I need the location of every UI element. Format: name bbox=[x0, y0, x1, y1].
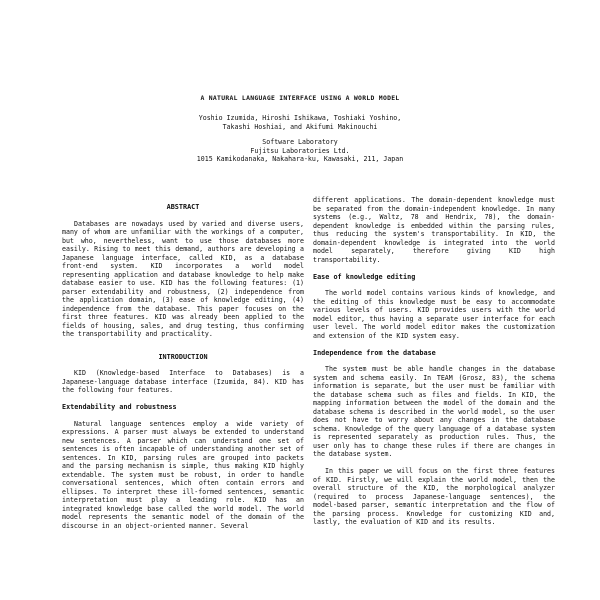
affiliation-company: Fujitsu Laboratories Ltd. bbox=[250, 146, 350, 155]
abstract-heading: ABSTRACT bbox=[166, 203, 200, 211]
affiliation-address: 1015 Kamikodanaka, Nakahara-ku, Kawasaki, 211, Japan bbox=[196, 155, 404, 163]
abstract-text: Databases are nowadays used by varied and diverse users, many of whom are unfamiliar with the workings of a computer, but who, nevertheless, want to use those databases more easily. Rising to meet this demand, authors are developing a Japanese language interface, called KID, as a database front-end system. KID incorporates a world model representing application and database knowledge to help make database easier to use. KID has the following features: (1) parser extendability and robustness, (2) independence from the application domain, (3) ease of knowledge editing, (4) independence from the database. This paper focuses on the first three features. KID was already been applied to the fields of housing, sales, and drug testing, thus confirming the transportability and practicality. bbox=[62, 219, 304, 338]
database-heading: Independence from the database bbox=[313, 348, 436, 357]
introduction-heading: INTRODUCTION bbox=[158, 352, 208, 361]
continued-text: different applications. The domain-dependent knowledge must be separated from the domain-independent knowledge. In many systems (e.g., Waltz, 78 and Hendrix, 78), the domain-dependent knowledge is embedded within the parsing rules, thus reducing the system's transportability. In KID, the domain-dependent knowledge is integrated into the world model separately, therefore giving KID high transportability. bbox=[313, 196, 555, 264]
extendability-heading: Extendability and robustness bbox=[62, 403, 177, 411]
editing-text: The world model contains various kinds of knowledge, and the editing of this knowledge must be easy to accommodate various levels of users. KID provides users with the world model editor, thus having a separate user interface for each user level. The world model editor makes the customization and extension of the KID system easy. bbox=[313, 289, 555, 340]
closing-text: In this paper we will focus on the first three features of KID. Firstly, we will explain the world model, then the overall structure of the KID, the morphological analyzer (required to process Japanese-language sentences), the model-based parser, semantic interpretation and the flow of the parsing process. Knowledge for customizing KID and, lastly, the evaluation of KID and its results. bbox=[313, 467, 555, 526]
left-column bbox=[62, 203, 304, 539]
affiliation-lab: Software Laboratory bbox=[262, 138, 338, 146]
author-line-1: Yoshio Izumida, Hiroshi Ishikawa, Toshiaki Yoshino, bbox=[198, 114, 402, 122]
extendability-text: Natural language sentences employ a wide variety of expressions. A parser must always be extended to understand new sentences. A parser which can understand one set of sentences is often incapable of understanding another set of sentences. In KID, parsing rules are grouped into packets and the parsing mechanism is simple, thus making KID highly extendable. The system must be robust, in order to handle conversational sentences, which often contain errors and ellipses. To interpret these ill-formed sentences, semantic interpretation must play a leading role. KID has an integrated knowledge base called the world model. The world model represents the semantic model of the domain of the discourse in an object-oriented manner. Several bbox=[62, 419, 304, 530]
paper-title: A NATURAL LANGUAGE INTERFACE USING A WORLD MODEL bbox=[200, 94, 400, 102]
right-column bbox=[313, 196, 555, 535]
introduction-text: KID (Knowledge-based Interface to Databases) is a Japanese-language database interface (Izumida, 84). KID has the following four features. bbox=[62, 369, 304, 394]
author-line-2: Takashi Hoshiai, and Akifumi Makinouchi bbox=[222, 122, 378, 131]
editing-heading: Ease of knowledge editing bbox=[313, 272, 416, 281]
database-text: The system must be able handle changes in the database system and schema easily. In TEAM (Grosz, 83), the schema information is separate, but the user must be familiar with the database schema such as files and fields. In KID, the mapping information between the model of the domain and the database schema is described in the world model, so the user does not have to worry about any changes in the database schema. Knowledge of the query language of a database system is represented separately as production rules. Thus, the user only has to change these rules if there are changes in the database system. bbox=[313, 365, 555, 458]
